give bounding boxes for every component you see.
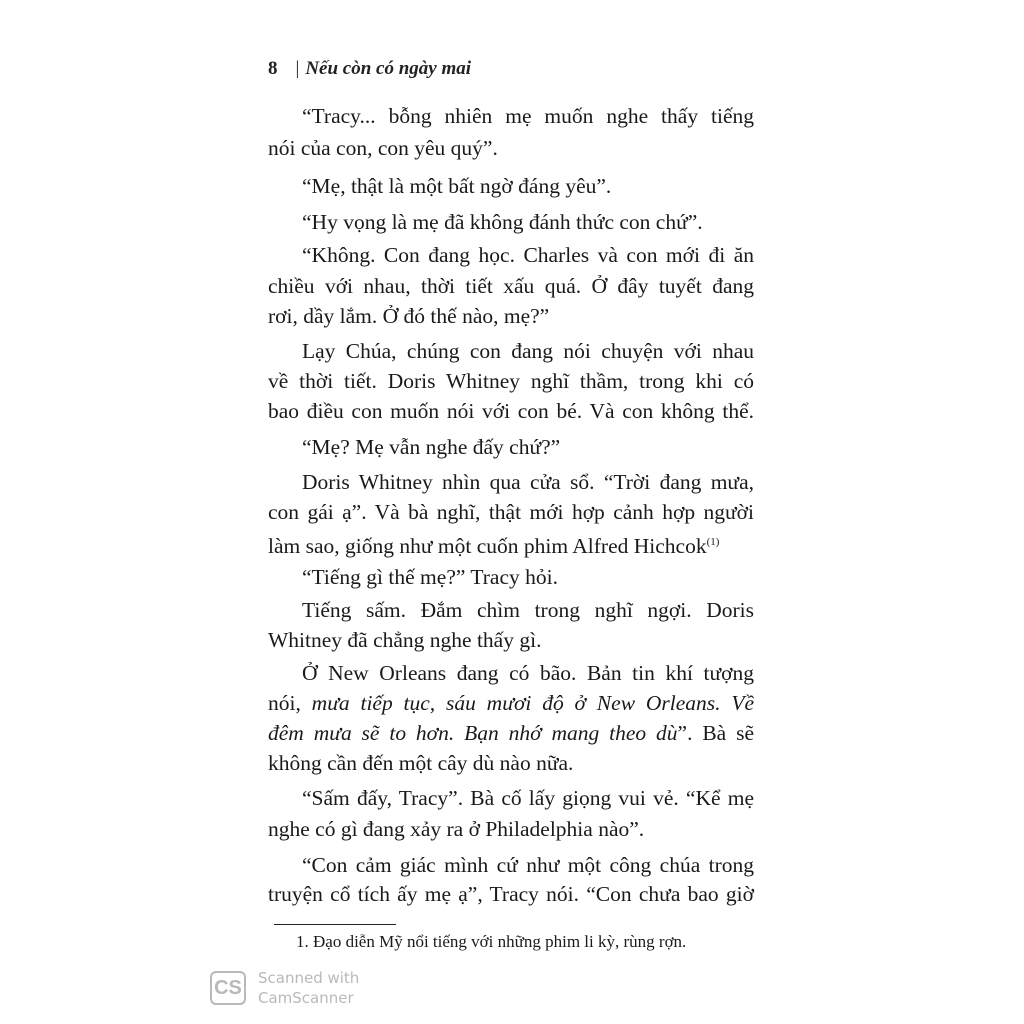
footnote-marker: (1): [706, 536, 720, 548]
text-line: “Tracy... bỗng nhiên mẹ muốn nghe thấy tiếng: [302, 104, 754, 128]
text-line: [268, 527, 754, 557]
text-line: [268, 688, 754, 718]
text-line: nghe có gì đang xảy ra ở Philadelphia nào”.: [268, 817, 645, 841]
text-line: bao điều con muốn nói với con bé. Và con không thể.: [268, 399, 754, 423]
book-title: Nếu còn có ngày mai: [305, 58, 472, 79]
text-line: Lạy Chúa, chúng con đang nói chuyện với nhau: [302, 339, 754, 363]
text-line: rơi, dầy lắm. Ở đó thế nào, mẹ?”: [268, 304, 550, 328]
text-line: “Không. Con đang học. Charles và con mới đi ăn: [302, 243, 754, 267]
text-line: Doris Whitney nhìn qua cửa sổ. “Trời đang mưa,: [302, 470, 754, 494]
footnote: 1. Đạo diễn Mỹ nổi tiếng với những phim li kỳ, rùng rợn.: [296, 932, 687, 951]
text-line: Whitney đã chẳng nghe thấy gì.: [268, 628, 542, 652]
text-line: truyện cổ tích ấy mẹ ạ”, Tracy nói. “Con chưa bao giờ: [268, 882, 754, 906]
page-number: 8: [268, 58, 278, 79]
header-separator: |: [295, 58, 300, 79]
text-line: Tiếng sấm. Đắm chìm trong nghĩ ngợi. Doris: [302, 598, 754, 622]
text-line: “Mẹ? Mẹ vẫn nghe đấy chứ?”: [302, 435, 561, 459]
text-line: “Tiếng gì thế mẹ?” Tracy hỏi.: [302, 565, 558, 589]
watermark-line-2: CamScanner: [258, 989, 354, 1007]
text-segment: nói,: [268, 691, 312, 715]
text-line: nói của con, con yêu quý”.: [268, 136, 498, 160]
text-line-content: làm sao, giống như một cuốn phim Alfred Hichcok: [268, 534, 707, 558]
text-line: “Con cảm giác mình cứ như một công chúa trong: [302, 853, 754, 877]
running-header: [268, 58, 471, 80]
text-line: [268, 718, 754, 748]
text-line: về thời tiết. Doris Whitney nghĩ thầm, trong khi có: [268, 369, 754, 393]
text-line: chiều với nhau, thời tiết xấu quá. Ở đây tuyết đang: [268, 274, 754, 298]
text-line: không cần đến một cây dù nào nữa.: [268, 751, 574, 775]
watermark-text: [258, 968, 359, 1008]
italic-forecast-text: đêm mưa sẽ to hơn. Bạn nhớ mang theo dù: [268, 721, 678, 745]
text-line: Ở New Orleans đang có bão. Bản tin khí tượng: [302, 661, 754, 685]
text-segment: ”. Bà sẽ: [677, 721, 754, 745]
watermark-line-1: Scanned with: [258, 969, 360, 987]
text-line: “Sấm đấy, Tracy”. Bà cố lấy giọng vui vẻ. “Kể mẹ: [302, 786, 754, 810]
camscanner-watermark: [210, 968, 359, 1008]
text-line: “Hy vọng là mẹ đã không đánh thức con chứ”.: [302, 210, 703, 234]
camscanner-logo-icon: CS: [210, 971, 246, 1005]
footnote-rule: [274, 924, 396, 925]
text-line: “Mẹ, thật là một bất ngờ đáng yêu”.: [302, 174, 612, 198]
text-line: con gái ạ”. Và bà nghĩ, thật mới hợp cảnh hợp người: [268, 500, 754, 524]
italic-forecast-text: mưa tiếp tục, sáu mươi độ ở New Orleans. Về: [311, 691, 754, 715]
